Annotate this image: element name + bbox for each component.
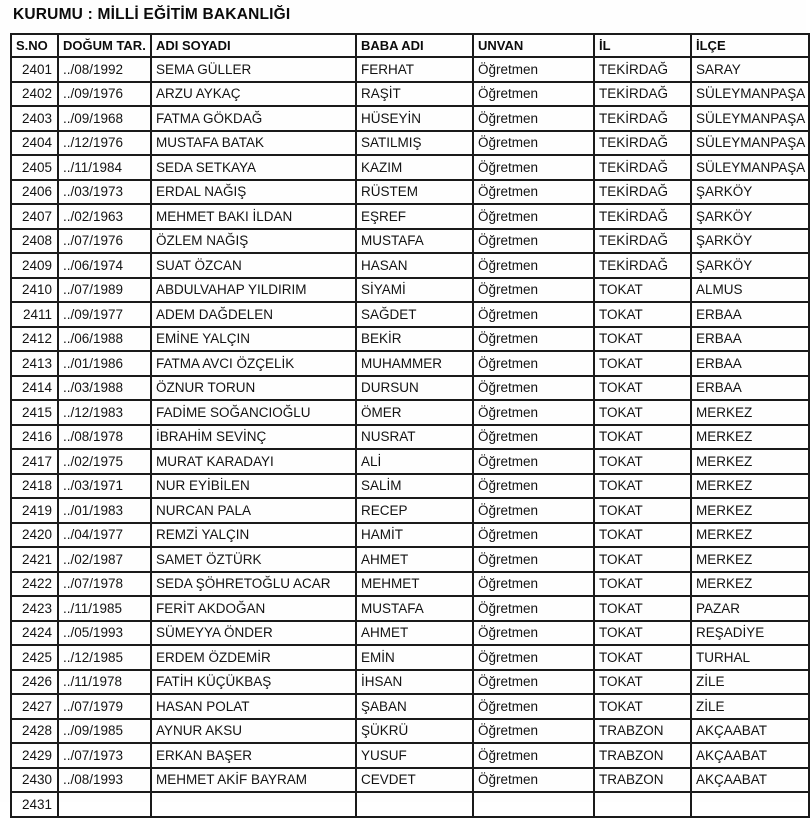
- table-cell: AKÇAABAT: [691, 719, 809, 744]
- table-cell: 2412: [11, 327, 58, 352]
- table-cell: TEKİRDAĞ: [594, 57, 691, 82]
- table-row: [11, 376, 809, 401]
- table-cell: ERDAL NAĞIŞ: [151, 180, 356, 205]
- table-row: [11, 694, 809, 719]
- header-row: [11, 34, 809, 57]
- table-cell: TOKAT: [594, 670, 691, 695]
- table-cell: SÜLEYMANPAŞA: [691, 131, 809, 156]
- table-row: [11, 768, 809, 793]
- table-cell: ../07/1979: [58, 694, 151, 719]
- table-row: [11, 155, 809, 180]
- table-cell: Öğretmen: [473, 131, 594, 156]
- table-cell: TOKAT: [594, 645, 691, 670]
- table-row: [11, 572, 809, 597]
- table-cell: TOKAT: [594, 425, 691, 450]
- table-cell: TEKİRDAĞ: [594, 82, 691, 107]
- table-cell: Öğretmen: [473, 57, 594, 82]
- table-cell: 2421: [11, 547, 58, 572]
- table-cell: 2423: [11, 596, 58, 621]
- table-cell: 2418: [11, 474, 58, 499]
- table-cell: İBRAHİM SEVİNÇ: [151, 425, 356, 450]
- table-cell: ÖZLEM NAĞIŞ: [151, 229, 356, 254]
- table-cell: ERBAA: [691, 376, 809, 401]
- table-cell: 2410: [11, 278, 58, 303]
- table-cell: 2428: [11, 719, 58, 744]
- table-cell: ERKAN BAŞER: [151, 743, 356, 768]
- table-cell: Öğretmen: [473, 449, 594, 474]
- table-cell: TRABZON: [594, 719, 691, 744]
- table-cell: [691, 792, 809, 817]
- table-cell: ../02/1987: [58, 547, 151, 572]
- table-cell: [356, 792, 473, 817]
- table-cell: FERHAT: [356, 57, 473, 82]
- table-row: [11, 351, 809, 376]
- table-row: [11, 743, 809, 768]
- table-cell: EŞREF: [356, 204, 473, 229]
- table-cell: ../07/1973: [58, 743, 151, 768]
- table-cell: 2424: [11, 621, 58, 646]
- table-cell: ../08/1978: [58, 425, 151, 450]
- table-cell: 2413: [11, 351, 58, 376]
- table-cell: FATMA AVCI ÖZÇELİK: [151, 351, 356, 376]
- table-cell: Öğretmen: [473, 278, 594, 303]
- table-cell: TOKAT: [594, 449, 691, 474]
- table-cell: TOKAT: [594, 547, 691, 572]
- table-cell: TEKİRDAĞ: [594, 155, 691, 180]
- table-row: [11, 425, 809, 450]
- table-cell: RAŞİT: [356, 82, 473, 107]
- table-cell: 2414: [11, 376, 58, 401]
- table-cell: Öğretmen: [473, 498, 594, 523]
- table-cell: HASAN POLAT: [151, 694, 356, 719]
- table-cell: Öğretmen: [473, 204, 594, 229]
- table-row: [11, 498, 809, 523]
- table-cell: SÜMEYYA ÖNDER: [151, 621, 356, 646]
- table-cell: TOKAT: [594, 302, 691, 327]
- column-header: UNVAN: [473, 34, 594, 57]
- table-cell: 2426: [11, 670, 58, 695]
- table-cell: [594, 792, 691, 817]
- table-row: [11, 670, 809, 695]
- table-cell: EMİNE YALÇIN: [151, 327, 356, 352]
- table-cell: EMİN: [356, 645, 473, 670]
- table-row: [11, 400, 809, 425]
- table-cell: ERBAA: [691, 327, 809, 352]
- table-cell: ŞARKÖY: [691, 253, 809, 278]
- table-cell: ../11/1985: [58, 596, 151, 621]
- table-cell: TOKAT: [594, 621, 691, 646]
- table-cell: Öğretmen: [473, 400, 594, 425]
- table-cell: ../12/1983: [58, 400, 151, 425]
- table-cell: ../11/1978: [58, 670, 151, 695]
- table-cell: ZİLE: [691, 670, 809, 695]
- table-cell: BEKİR: [356, 327, 473, 352]
- table-cell: ÖMER: [356, 400, 473, 425]
- table-cell: ÖZNUR TORUN: [151, 376, 356, 401]
- table-cell: FERİT AKDOĞAN: [151, 596, 356, 621]
- table-cell: TEKİRDAĞ: [594, 180, 691, 205]
- table-cell: SEMA GÜLLER: [151, 57, 356, 82]
- column-header: S.NO: [11, 34, 58, 57]
- table-cell: 2425: [11, 645, 58, 670]
- table-cell: ŞÜKRÜ: [356, 719, 473, 744]
- table-cell: TOKAT: [594, 474, 691, 499]
- table-cell: ../06/1988: [58, 327, 151, 352]
- table-row-partial: [11, 792, 809, 817]
- table-cell: ERBAA: [691, 351, 809, 376]
- table-cell: ../09/1976: [58, 82, 151, 107]
- table-cell: SEDA SETKAYA: [151, 155, 356, 180]
- table-cell: TOKAT: [594, 694, 691, 719]
- table-row: [11, 449, 809, 474]
- table-cell: MEHMET BAKI İLDAN: [151, 204, 356, 229]
- table-cell: Öğretmen: [473, 670, 594, 695]
- table-cell: Öğretmen: [473, 229, 594, 254]
- table-row: [11, 253, 809, 278]
- table-cell: ../08/1993: [58, 768, 151, 793]
- table-row: [11, 229, 809, 254]
- table-cell: HAMİT: [356, 523, 473, 548]
- table-cell: Öğretmen: [473, 768, 594, 793]
- table-cell: HASAN: [356, 253, 473, 278]
- table-row: [11, 474, 809, 499]
- table-cell: ŞABAN: [356, 694, 473, 719]
- table-cell: REMZİ YALÇIN: [151, 523, 356, 548]
- column-header: İLÇE: [691, 34, 809, 57]
- table-cell: ERBAA: [691, 302, 809, 327]
- table-cell: ../02/1975: [58, 449, 151, 474]
- table-cell: TOKAT: [594, 351, 691, 376]
- table-cell: CEVDET: [356, 768, 473, 793]
- table-cell: ../12/1985: [58, 645, 151, 670]
- table-cell: 2411: [11, 302, 58, 327]
- table-cell: SEDA ŞÖHRETOĞLU ACAR: [151, 572, 356, 597]
- table-cell: TOKAT: [594, 572, 691, 597]
- table-cell: AYNUR AKSU: [151, 719, 356, 744]
- table-cell: MUHAMMER: [356, 351, 473, 376]
- table-row: [11, 547, 809, 572]
- table-cell: TEKİRDAĞ: [594, 229, 691, 254]
- table-cell: 2429: [11, 743, 58, 768]
- table-cell: RÜSTEM: [356, 180, 473, 205]
- table-cell: PAZAR: [691, 596, 809, 621]
- table-cell: 2407: [11, 204, 58, 229]
- table-cell: SÜLEYMANPAŞA: [691, 106, 809, 131]
- column-header: İL: [594, 34, 691, 57]
- table-cell: MEHMET: [356, 572, 473, 597]
- table-cell: 2401: [11, 57, 58, 82]
- table-cell: RECEP: [356, 498, 473, 523]
- table-cell: TOKAT: [594, 498, 691, 523]
- table-cell: 2419: [11, 498, 58, 523]
- table-cell: MERKEZ: [691, 547, 809, 572]
- table-cell: MERKEZ: [691, 425, 809, 450]
- table-cell: MURAT KARADAYI: [151, 449, 356, 474]
- table-cell: FATMA GÖKDAĞ: [151, 106, 356, 131]
- table-cell: Öğretmen: [473, 82, 594, 107]
- table-cell: ../09/1968: [58, 106, 151, 131]
- table-cell: ERDEM ÖZDEMİR: [151, 645, 356, 670]
- table-cell: ../07/1989: [58, 278, 151, 303]
- table-cell: MERKEZ: [691, 449, 809, 474]
- table-cell: DURSUN: [356, 376, 473, 401]
- table-cell: Öğretmen: [473, 645, 594, 670]
- table-cell: ALMUS: [691, 278, 809, 303]
- table-cell: Öğretmen: [473, 106, 594, 131]
- table-cell: Öğretmen: [473, 572, 594, 597]
- table-cell: Öğretmen: [473, 425, 594, 450]
- table-cell: MERKEZ: [691, 474, 809, 499]
- table-cell: 2427: [11, 694, 58, 719]
- column-header: ADI SOYADI: [151, 34, 356, 57]
- table-cell: [58, 792, 151, 817]
- table-cell: Öğretmen: [473, 596, 594, 621]
- table-cell: TOKAT: [594, 327, 691, 352]
- table-cell: AHMET: [356, 547, 473, 572]
- table-row: [11, 106, 809, 131]
- table-cell: NUR EYİBİLEN: [151, 474, 356, 499]
- table-cell: 2405: [11, 155, 58, 180]
- table-row: [11, 327, 809, 352]
- table-cell: ../03/1988: [58, 376, 151, 401]
- table-cell: TEKİRDAĞ: [594, 204, 691, 229]
- table-cell: Öğretmen: [473, 302, 594, 327]
- table-cell: MUSTAFA: [356, 229, 473, 254]
- table-cell: ../03/1971: [58, 474, 151, 499]
- table-row: [11, 621, 809, 646]
- table-row: [11, 719, 809, 744]
- table-cell: Öğretmen: [473, 474, 594, 499]
- table-cell: 2416: [11, 425, 58, 450]
- table-cell: 2420: [11, 523, 58, 548]
- table-cell: Öğretmen: [473, 327, 594, 352]
- table-row: [11, 131, 809, 156]
- table-cell: ABDULVAHAP YILDIRIM: [151, 278, 356, 303]
- table-cell: ŞARKÖY: [691, 229, 809, 254]
- table-cell: ../07/1978: [58, 572, 151, 597]
- table-header: [11, 34, 809, 57]
- table-cell: Öğretmen: [473, 376, 594, 401]
- table-cell: 2403: [11, 106, 58, 131]
- personnel-table: [10, 33, 810, 818]
- table-cell: 2430: [11, 768, 58, 793]
- column-header: BABA ADI: [356, 34, 473, 57]
- table-cell: 2422: [11, 572, 58, 597]
- table-cell: TOKAT: [594, 523, 691, 548]
- table-cell: NURCAN PALA: [151, 498, 356, 523]
- table-row: [11, 523, 809, 548]
- table-cell: 2404: [11, 131, 58, 156]
- table-cell: MERKEZ: [691, 523, 809, 548]
- table-cell: TRABZON: [594, 743, 691, 768]
- table-cell: [151, 792, 356, 817]
- table-cell: Öğretmen: [473, 180, 594, 205]
- table-cell: SAMET ÖZTÜRK: [151, 547, 356, 572]
- table-cell: SATILMIŞ: [356, 131, 473, 156]
- table-cell: MERKEZ: [691, 498, 809, 523]
- table-cell: Öğretmen: [473, 621, 594, 646]
- table-row: [11, 180, 809, 205]
- table-cell: ../01/1983: [58, 498, 151, 523]
- table-body: [11, 57, 809, 817]
- table-cell: Öğretmen: [473, 155, 594, 180]
- table-row: [11, 204, 809, 229]
- table-cell: TOKAT: [594, 376, 691, 401]
- table-row: [11, 645, 809, 670]
- table-cell: ../09/1977: [58, 302, 151, 327]
- column-header: DOĞUM TAR.: [58, 34, 151, 57]
- page-title: KURUMU : MİLLİ EĞİTİM BAKANLIĞI: [13, 6, 291, 23]
- table-cell: 2402: [11, 82, 58, 107]
- table-cell: ../02/1963: [58, 204, 151, 229]
- table-cell: Öğretmen: [473, 694, 594, 719]
- table-cell: ../05/1993: [58, 621, 151, 646]
- table-cell: HÜSEYİN: [356, 106, 473, 131]
- table-cell: TOKAT: [594, 596, 691, 621]
- table-cell: MUSTAFA BATAK: [151, 131, 356, 156]
- table-row: [11, 278, 809, 303]
- table-cell: Öğretmen: [473, 253, 594, 278]
- table-row: [11, 596, 809, 621]
- table-cell: TEKİRDAĞ: [594, 131, 691, 156]
- table-container: [10, 33, 806, 812]
- table-cell: AHMET: [356, 621, 473, 646]
- table-cell: ../12/1976: [58, 131, 151, 156]
- table-cell: TURHAL: [691, 645, 809, 670]
- table-cell: Öğretmen: [473, 743, 594, 768]
- table-cell: ARZU AYKAÇ: [151, 82, 356, 107]
- table-row: [11, 302, 809, 327]
- table-cell: ../11/1984: [58, 155, 151, 180]
- table-cell: YUSUF: [356, 743, 473, 768]
- table-cell: AKÇAABAT: [691, 743, 809, 768]
- table-cell: TEKİRDAĞ: [594, 253, 691, 278]
- table-cell: KAZIM: [356, 155, 473, 180]
- table-cell: SUAT ÖZCAN: [151, 253, 356, 278]
- table-cell: ŞARKÖY: [691, 204, 809, 229]
- table-cell: 2431: [11, 792, 58, 817]
- table-row: [11, 82, 809, 107]
- table-cell: ../09/1985: [58, 719, 151, 744]
- table-cell: Öğretmen: [473, 523, 594, 548]
- table-cell: SALİM: [356, 474, 473, 499]
- table-cell: NUSRAT: [356, 425, 473, 450]
- table-cell: SARAY: [691, 57, 809, 82]
- table-cell: İHSAN: [356, 670, 473, 695]
- table-cell: MERKEZ: [691, 572, 809, 597]
- table-cell: Öğretmen: [473, 547, 594, 572]
- table-cell: ADEM DAĞDELEN: [151, 302, 356, 327]
- table-cell: MUSTAFA: [356, 596, 473, 621]
- table-cell: 2415: [11, 400, 58, 425]
- table-cell: FATİH KÜÇÜKBAŞ: [151, 670, 356, 695]
- table-cell: ../08/1992: [58, 57, 151, 82]
- table-cell: TRABZON: [594, 768, 691, 793]
- table-cell: [473, 792, 594, 817]
- table-cell: SAĞDET: [356, 302, 473, 327]
- table-cell: ../01/1986: [58, 351, 151, 376]
- table-cell: AKÇAABAT: [691, 768, 809, 793]
- table-cell: FADİME SOĞANCIOĞLU: [151, 400, 356, 425]
- table-cell: SİYAMİ: [356, 278, 473, 303]
- table-cell: ../03/1973: [58, 180, 151, 205]
- table-cell: MEHMET AKİF BAYRAM: [151, 768, 356, 793]
- table-cell: ŞARKÖY: [691, 180, 809, 205]
- table-cell: ../07/1976: [58, 229, 151, 254]
- table-cell: TOKAT: [594, 278, 691, 303]
- table-cell: SÜLEYMANPAŞA: [691, 82, 809, 107]
- table-row: [11, 57, 809, 82]
- table-cell: Öğretmen: [473, 719, 594, 744]
- table-cell: 2406: [11, 180, 58, 205]
- table-cell: ../06/1974: [58, 253, 151, 278]
- table-cell: TEKİRDAĞ: [594, 106, 691, 131]
- table-cell: 2408: [11, 229, 58, 254]
- table-cell: TOKAT: [594, 400, 691, 425]
- table-cell: SÜLEYMANPAŞA: [691, 155, 809, 180]
- table-cell: ZİLE: [691, 694, 809, 719]
- table-cell: REŞADİYE: [691, 621, 809, 646]
- table-cell: 2409: [11, 253, 58, 278]
- table-cell: Öğretmen: [473, 351, 594, 376]
- table-cell: ALİ: [356, 449, 473, 474]
- table-cell: 2417: [11, 449, 58, 474]
- table-cell: MERKEZ: [691, 400, 809, 425]
- table-cell: ../04/1977: [58, 523, 151, 548]
